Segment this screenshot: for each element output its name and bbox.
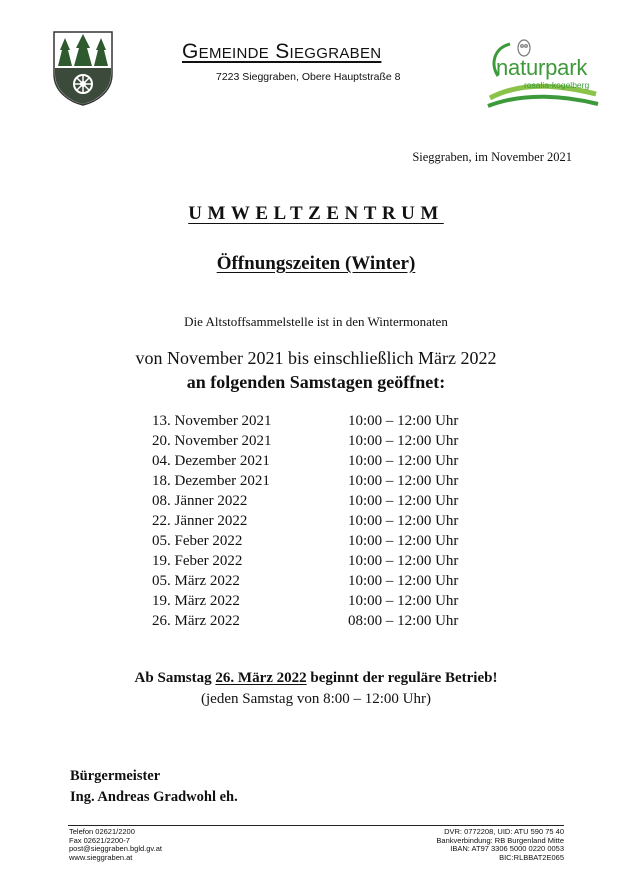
footer-phone: Telefon 02621/2200	[69, 827, 135, 836]
footer-fax: Fax 02621/2200-7	[69, 835, 130, 845]
saturday-line: an folgenden Samstagen geöffnet:	[186, 372, 446, 392]
schedule-time: 10:00 – 12:00 Uhr	[348, 452, 459, 469]
footer-website-link[interactable]: www.sieggraben.at	[69, 852, 133, 862]
schedule-time: 10:00 – 12:00 Uhr	[348, 512, 459, 529]
page-title: UMWELTZENTRUM	[188, 203, 444, 224]
schedule-time: 10:00 – 12:00 Uhr	[348, 572, 459, 589]
regular-start-date: 26. März 2022	[215, 670, 307, 686]
naturpark-subtitle: rosalia-kogelberg	[524, 80, 590, 90]
municipality-address: 7223 Sieggraben, Obere Hauptstraße 8	[216, 71, 401, 83]
schedule-date: 19. Feber 2022	[152, 552, 243, 569]
footer-dvr: DVR: 0772208, UID: ATU 590 75 40	[444, 827, 564, 836]
page-subtitle: Öffnungszeiten (Winter)	[216, 253, 416, 274]
schedule-date: 19. März 2022	[152, 592, 240, 609]
regular-prefix: Ab Samstag	[134, 670, 212, 686]
schedule-row	[152, 511, 492, 531]
footer-email-link[interactable]: post@sieggraben.bgld.gv.at	[69, 844, 162, 854]
schedule-date: 04. Dezember 2021	[152, 452, 270, 469]
schedule-row	[152, 471, 492, 491]
schedule-time: 10:00 – 12:00 Uhr	[348, 472, 459, 489]
intro-text: Die Altstoffsammelstelle ist in den Wintermonaten	[184, 314, 448, 329]
schedule-date: 18. Dezember 2021	[152, 472, 270, 489]
schedule-date: 26. März 2022	[152, 612, 240, 629]
municipality-name: Gemeinde Sieggraben	[182, 40, 382, 63]
schedule-row	[152, 431, 492, 451]
naturpark-wordmark: naturpark	[496, 55, 588, 80]
schedule-row	[152, 611, 492, 631]
signature-name: Ing. Andreas Gradwohl eh.	[70, 789, 238, 805]
footer-iban: IBAN: AT97 3306 5000 0220 0053	[450, 844, 564, 854]
regular-detail: (jeden Samstag von 8:00 – 12:00 Uhr)	[201, 691, 431, 707]
schedule-row	[152, 451, 492, 471]
footer-bank-name: Bankverbindung: RB Burgenland Mitte	[436, 835, 564, 845]
schedule-date: 08. Jänner 2022	[152, 492, 248, 509]
footer-contact	[69, 828, 162, 862]
coat-of-arms-icon	[52, 30, 114, 106]
schedule-date: 22. Jänner 2022	[152, 512, 248, 529]
regular-suffix: beginnt der reguläre Betrieb!	[310, 670, 498, 686]
regular-operation-notice	[0, 670, 632, 687]
footer-bic: BIC:RLBBAT2E065	[499, 852, 564, 862]
schedule-row	[152, 571, 492, 591]
schedule-row	[152, 591, 492, 611]
schedule-time: 10:00 – 12:00 Uhr	[348, 552, 459, 569]
schedule-time: 10:00 – 12:00 Uhr	[348, 432, 459, 449]
schedule-row	[152, 491, 492, 511]
signature-role: Bürgermeister	[70, 768, 161, 784]
schedule-date: 13. November 2021	[152, 412, 272, 429]
dateline: Sieggraben, im November 2021	[412, 150, 572, 164]
schedule-row	[152, 551, 492, 571]
schedule-date: 05. März 2022	[152, 572, 240, 589]
footer-divider	[68, 825, 564, 826]
schedule-date: 20. November 2021	[152, 432, 272, 449]
schedule-time: 10:00 – 12:00 Uhr	[348, 532, 459, 549]
schedule-time: 10:00 – 12:00 Uhr	[348, 412, 459, 429]
schedule-time: 08:00 – 12:00 Uhr	[348, 612, 459, 629]
period-text: von November 2021 bis einschließlich März 2022	[135, 348, 497, 368]
schedule-time: 10:00 – 12:00 Uhr	[348, 492, 459, 509]
schedule-row	[152, 411, 492, 431]
schedule-list	[152, 411, 492, 631]
schedule-date: 05. Feber 2022	[152, 532, 243, 549]
schedule-time: 10:00 – 12:00 Uhr	[348, 592, 459, 609]
footer-bank	[436, 828, 564, 862]
schedule-row	[152, 531, 492, 551]
